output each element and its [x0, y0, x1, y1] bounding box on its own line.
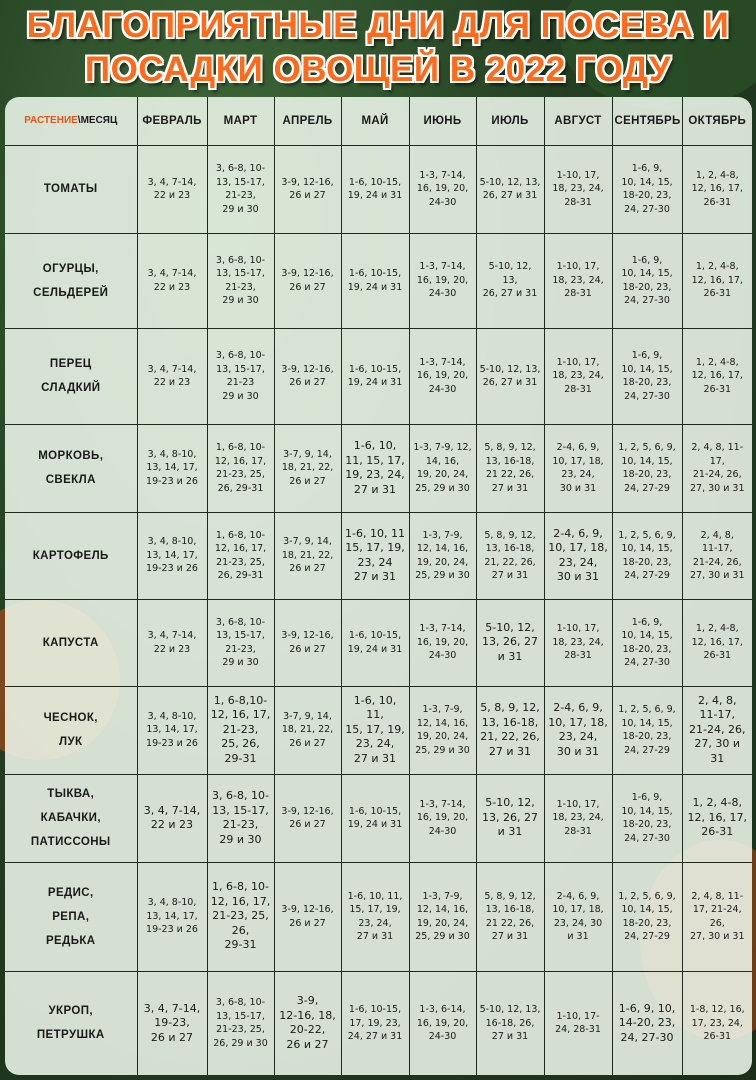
- favorable-days-cell: 3, 6-8, 10- 13, 15-17, 21-23 29 и 30: [207, 328, 274, 424]
- favorable-days-cell: 1-10, 17- 24, 28-31: [544, 971, 612, 1075]
- corner-plant-label: РАСТЕНИЕ: [24, 115, 78, 127]
- favorable-days-cell: 1-3, 7-9, 12, 14, 16, 19, 20, 24, 25, 29 и 30: [409, 862, 476, 971]
- month-header: МАРТ: [207, 97, 274, 145]
- title-line-2: ПОСАДКИ ОВОЩЕЙ В 2022 ГОДУ: [84, 50, 672, 89]
- favorable-days-cell: 1, 2, 5, 6, 9, 10, 14, 15, 18-20, 23, 24, 27-29: [612, 512, 682, 599]
- month-header: СЕНТЯБРЬ: [612, 97, 682, 145]
- favorable-days-cell: 3, 6-8, 10- 13, 15-17, 21-23, 29 и 30: [207, 233, 274, 328]
- month-header: ОКТЯБРЬ: [682, 97, 752, 145]
- favorable-days-cell: 1, 6-8, 10- 12, 16, 17, 21-23, 25, 26, 29-31: [207, 424, 274, 512]
- favorable-days-cell: 3, 4, 8-10, 13, 14, 17, 19-23 и 26: [137, 686, 207, 774]
- favorable-days-cell: 1, 6-8, 10- 12, 16, 17, 21-23, 25, 26, 29-31: [207, 862, 274, 971]
- month-header: АВГУСТ: [544, 97, 612, 145]
- title-line-1: БЛАГОПРИЯТНЫЕ ДНИ ДЛЯ ПОСЕВА И: [26, 6, 730, 45]
- favorable-days-cell: 1-6, 10-15, 19, 24 и 31: [341, 328, 409, 424]
- favorable-days-cell: 3, 4, 7-14, 22 и 23: [137, 328, 207, 424]
- favorable-days-cell: 2, 4, 8, 11- 17, 21-24, 26, 27, 30 и 31: [682, 424, 752, 512]
- favorable-days-cell: 5-10, 12, 13, 16-18, 26, 27 и 31: [476, 971, 544, 1075]
- month-header: АПРЕЛЬ: [274, 97, 341, 145]
- page-title: [0, 4, 756, 92]
- favorable-days-cell: 1-6, 10-15, 19, 24 и 31: [341, 145, 409, 233]
- favorable-days-cell: 1-10, 17, 18, 23, 24, 28-31: [544, 774, 612, 862]
- favorable-days-cell: 1-6, 9, 10, 14-20, 23, 24, 27-30: [612, 971, 682, 1075]
- plant-name-line: ОГУРЦЫ,: [42, 262, 99, 275]
- table-row: [5, 774, 752, 862]
- favorable-days-cell: 5, 8, 9, 12, 13, 16-18, 21 22, 26, 27 и 31: [476, 424, 544, 512]
- favorable-days-cell: 1, 6-8, 10- 12, 16, 17, 21-23, 25, 26, 29-31: [207, 512, 274, 599]
- table-row: [5, 971, 752, 1075]
- favorable-days-cell: 1-3, 7-9, 12, 14, 16, 19, 20, 24, 25, 29 и 30: [409, 424, 476, 512]
- plant-name-line: ПЕРЕЦ: [49, 358, 92, 370]
- favorable-days-cell: 3, 4, 7-14, 22 и 23: [137, 233, 207, 328]
- sowing-calendar-table: [5, 97, 752, 1075]
- favorable-days-cell: 1-3, 6-14, 16, 19, 20, 24-30: [409, 971, 476, 1075]
- table-row: [5, 686, 752, 774]
- favorable-days-cell: 3, 4, 8-10, 13, 14, 17, 19-23 и 26: [137, 512, 207, 599]
- month-header: ИЮНЬ: [409, 97, 476, 145]
- favorable-days-cell: 1-6, 10, 11, 15, 17, 19, 23, 24, 27 и 31: [341, 424, 409, 512]
- month-header: ИЮЛЬ: [476, 97, 544, 145]
- favorable-days-cell: 3-7, 9, 14, 18, 21, 22, 26 и 27: [274, 686, 341, 774]
- favorable-days-cell: 2-4, 6, 9, 10, 17, 18, 23, 24, 30 и 31: [544, 424, 612, 512]
- plant-name-cell: [5, 686, 137, 774]
- plant-name-line: ЛУК: [59, 736, 83, 748]
- plant-name-line: КАБАЧКИ,: [40, 812, 101, 824]
- favorable-days-cell: 3-9, 12-16, 26 и 27: [274, 328, 341, 424]
- favorable-days-cell: 5, 8, 9, 12, 13, 16-18, 21 22, 26, 27 и 31: [476, 862, 544, 971]
- favorable-days-cell: 3, 4, 7-14, 19-23, 26 и 27: [137, 971, 207, 1075]
- favorable-days-cell: 1-6, 10-15, 19, 24 и 31: [341, 599, 409, 686]
- table-row: [5, 599, 752, 686]
- month-header: ФЕВРАЛЬ: [137, 97, 207, 145]
- favorable-days-cell: 3-9, 12-16, 18, 20-22, 26 и 27: [274, 971, 341, 1075]
- favorable-days-cell: 3, 4, 7-14, 22 и 23: [137, 599, 207, 686]
- table-row: [5, 328, 752, 424]
- favorable-days-cell: 1-6, 9, 10, 14, 15, 18-20, 23, 24, 27-30: [612, 774, 682, 862]
- favorable-days-cell: 1-3, 7-14, 16, 19, 20, 24-30: [409, 233, 476, 328]
- favorable-days-cell: 3-9, 12-16, 26 и 27: [274, 233, 341, 328]
- favorable-days-cell: 5-10, 12, 13, 26, 27 и 31: [476, 328, 544, 424]
- favorable-days-cell: 1-10, 17, 18, 23, 24, 28-31: [544, 328, 612, 424]
- plant-name-line: ПАТИССОНЫ: [30, 836, 111, 848]
- favorable-days-cell: 5-10, 12, 13, 26, 27 и 31: [476, 233, 544, 328]
- calendar-body: [5, 145, 752, 1075]
- favorable-days-cell: 1-6, 9, 10, 14, 15, 18-20, 23, 24, 27-30: [612, 145, 682, 233]
- table-row: [5, 512, 752, 599]
- favorable-days-cell: 1, 2, 4-8, 12, 16, 17, 26-31: [682, 774, 752, 862]
- favorable-days-cell: 1, 2, 4-8, 12, 16, 17, 26-31: [682, 599, 752, 686]
- plant-name-line: СВЕКЛА: [45, 474, 96, 486]
- favorable-days-cell: 3-7, 9, 14, 18, 21, 22, 26 и 27: [274, 512, 341, 599]
- plant-name-cell: [5, 424, 137, 512]
- favorable-days-cell: 3-9, 12-16, 26 и 27: [274, 774, 341, 862]
- favorable-days-cell: 3, 6-8, 10- 13, 15-17, 21-23, 29 и 30: [207, 145, 274, 233]
- favorable-days-cell: 1-6, 10-15, 19, 24 и 31: [341, 233, 409, 328]
- favorable-days-cell: 1, 2, 4-8, 12, 16, 17, 26-31: [682, 328, 752, 424]
- favorable-days-cell: 1-10, 17, 18, 23, 24, 28-31: [544, 145, 612, 233]
- plant-name-cell: [5, 512, 137, 599]
- table-row: [5, 145, 752, 233]
- favorable-days-cell: 1-3, 7-14, 16, 19, 20, 24-30: [409, 774, 476, 862]
- plant-name-cell: [5, 862, 137, 971]
- favorable-days-cell: 3, 6-8, 10- 13, 15-17, 21-23, 25, 26, 29 и 30: [207, 971, 274, 1075]
- corner-header: [5, 97, 137, 145]
- favorable-days-cell: 3, 4, 8-10, 13, 14, 17, 19-23 и 26: [137, 862, 207, 971]
- favorable-days-cell: 3, 4, 7-14, 22 и 23: [137, 774, 207, 862]
- favorable-days-cell: 1-3, 7-14, 16, 19, 20, 24-30: [409, 145, 476, 233]
- corner-month-label: \МЕСЯЦ: [77, 115, 118, 127]
- favorable-days-cell: 5, 8, 9, 12, 13, 16-18, 21, 22, 26, 27 и 31: [476, 686, 544, 774]
- favorable-days-cell: 1-3, 7-9, 12, 14, 16, 19, 20, 24, 25, 29 и 30: [409, 686, 476, 774]
- favorable-days-cell: 3-9, 12-16, 26 и 27: [274, 599, 341, 686]
- month-header: МАЙ: [341, 97, 409, 145]
- favorable-days-cell: 1-6, 10-15, 19, 24 и 31: [341, 774, 409, 862]
- favorable-days-cell: 1-6, 9, 10, 14, 15, 18-20, 23, 24, 27-30: [612, 599, 682, 686]
- favorable-days-cell: 1-6, 9, 10, 14, 15, 18-20, 23, 24, 27-30: [612, 233, 682, 328]
- plant-name-line: КАРТОФЕЛЬ: [32, 549, 109, 562]
- plant-name-line: СЕЛЬДЕРЕЙ: [33, 286, 109, 299]
- plant-name-line: ТЫКВА,: [47, 788, 95, 800]
- favorable-days-cell: 5, 8, 9, 12, 13, 16-18, 21, 22, 26, 27 и 31: [476, 512, 544, 599]
- plant-name-line: ЧЕСНОК,: [43, 712, 98, 724]
- favorable-days-cell: 1-3, 7-9, 12, 14, 16, 19, 20, 24, 25, 29 и 30: [409, 512, 476, 599]
- favorable-days-cell: 1-10, 17, 18, 23, 24, 28-31: [544, 233, 612, 328]
- favorable-days-cell: 1, 2, 5, 6, 9, 10, 14, 15, 18-20, 23, 24, 27-29: [612, 862, 682, 971]
- favorable-days-cell: 1-6, 10, 11, 15, 17, 19, 23, 24, 27 и 31: [341, 862, 409, 971]
- plant-name-line: РЕДЬКА: [45, 934, 96, 947]
- plant-name-line: РЕПА,: [52, 910, 90, 923]
- plant-name-line: МОРКОВЬ,: [38, 450, 104, 462]
- favorable-days-cell: 1, 2, 4-8, 12, 16, 17, 26-31: [682, 145, 752, 233]
- favorable-days-cell: 1-6, 10, 11 15, 17, 19, 23, 24 27 и 31: [341, 512, 409, 599]
- plant-name-cell: [5, 233, 137, 328]
- favorable-days-cell: 3, 4, 7-14, 22 и 23: [137, 145, 207, 233]
- plant-name-cell: [5, 145, 137, 233]
- favorable-days-cell: 2-4, 6, 9, 10, 17, 18, 23, 24, 30 и 31: [544, 686, 612, 774]
- favorable-days-cell: 1, 2, 4-8, 12, 16, 17, 26-31: [682, 233, 752, 328]
- favorable-days-cell: 1, 6-8,10- 12, 16, 17, 21-23, 25, 26, 29-31: [207, 686, 274, 774]
- favorable-days-cell: 1-3, 7-14, 16, 19, 20, 24-30: [409, 328, 476, 424]
- favorable-days-cell: 3-7, 9, 14, 18, 21, 22, 26 и 27: [274, 424, 341, 512]
- table-row: [5, 862, 752, 971]
- favorable-days-cell: 2-4, 6, 9, 10, 17, 18, 23, 24, 30 и 31: [544, 862, 612, 971]
- favorable-days-cell: 5-10, 12, 13, 26, 27 и 31: [476, 145, 544, 233]
- favorable-days-cell: 2, 4, 8, 11-17, 21-24, 26, 27, 30 и 31: [682, 512, 752, 599]
- plant-name-line: ТОМАТЫ: [43, 183, 98, 195]
- plant-name-cell: [5, 971, 137, 1075]
- favorable-days-cell: 1-10, 17, 18, 23, 24, 28-31: [544, 599, 612, 686]
- favorable-days-cell: 1-6, 9, 10, 14, 15, 18-20, 23, 24, 27-30: [612, 328, 682, 424]
- favorable-days-cell: 3-9, 12-16, 26 и 27: [274, 145, 341, 233]
- plant-name-line: РЕДИС,: [47, 886, 94, 899]
- favorable-days-cell: 1, 2, 5, 6, 9, 10, 14, 15, 18-20, 23, 24, 27-29: [612, 686, 682, 774]
- favorable-days-cell: 1, 2, 5, 6, 9, 10, 14, 15, 18-20, 23, 24, 27-29: [612, 424, 682, 512]
- calendar-board: [5, 97, 752, 1075]
- favorable-days-cell: 1-6, 10, 11, 15, 17, 19, 23, 24, 27 и 31: [341, 686, 409, 774]
- table-row: [5, 424, 752, 512]
- favorable-days-cell: 3, 6-8, 10- 13, 15-17, 21-23, 29 и 30: [207, 599, 274, 686]
- table-row: [5, 233, 752, 328]
- plant-name-cell: [5, 774, 137, 862]
- favorable-days-cell: 1-6, 10-15, 17, 19, 23, 24, 27 и 31: [341, 971, 409, 1075]
- plant-name-cell: [5, 328, 137, 424]
- favorable-days-cell: 2-4, 6, 9, 10, 17, 18, 23, 24, 30 и 31: [544, 512, 612, 599]
- favorable-days-cell: 1-3, 7-14, 16, 19, 20, 24-30: [409, 599, 476, 686]
- favorable-days-cell: 5-10, 12, 13, 26, 27 и 31: [476, 599, 544, 686]
- favorable-days-cell: 5-10, 12, 13, 26, 27 и 31: [476, 774, 544, 862]
- plant-name-line: ПЕТРУШКА: [36, 1029, 105, 1042]
- favorable-days-cell: 2, 4, 8, 11-17, 21-24, 26, 27, 30 и 31: [682, 686, 752, 774]
- plant-name-line: КАПУСТА: [42, 636, 99, 649]
- plant-name-line: СЛАДКИЙ: [41, 382, 101, 394]
- plant-name-cell: [5, 599, 137, 686]
- favorable-days-cell: 2, 4, 8, 11- 17, 21-24, 26, 27, 30 и 31: [682, 862, 752, 971]
- favorable-days-cell: 3-9, 12-16, 26 и 27: [274, 862, 341, 971]
- favorable-days-cell: 3, 4, 8-10, 13, 14, 17, 19-23 и 26: [137, 424, 207, 512]
- favorable-days-cell: 1-8, 12, 16, 17, 23, 24, 26-31: [682, 971, 752, 1075]
- plant-name-line: УКРОП,: [48, 1005, 93, 1018]
- favorable-days-cell: 3, 6-8, 10- 13, 15-17, 21-23, 29 и 30: [207, 774, 274, 862]
